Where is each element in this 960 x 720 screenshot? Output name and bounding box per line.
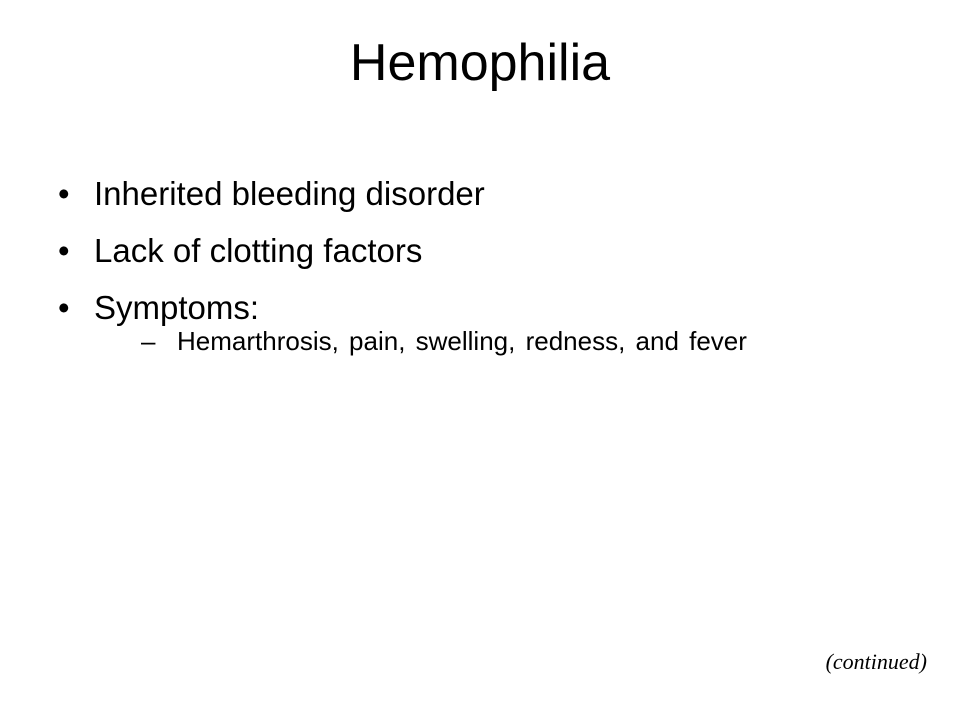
sub-bullet-item [141,323,817,359]
sub-bullet-marker: – [141,326,156,356]
sub-bullet-list [94,323,898,359]
continued-note: (continued) [825,649,927,674]
bullet-marker: • [58,232,70,269]
bullet-text: Lack of clotting factors [94,232,423,269]
bullet-marker: • [58,175,70,212]
slide-title: Hemophilia [349,34,611,92]
sub-bullet-text: Hemarthrosis, pain, swelling, redness, and fever [177,326,747,356]
bullet-text: Symptoms: [94,289,260,326]
bullet-list [58,174,898,376]
bullet-marker: • [58,289,70,326]
bullet-item [58,231,898,271]
bullet-item [58,288,898,359]
bullet-text: Inherited bleeding disorder [94,175,485,212]
bullet-item [58,174,898,214]
